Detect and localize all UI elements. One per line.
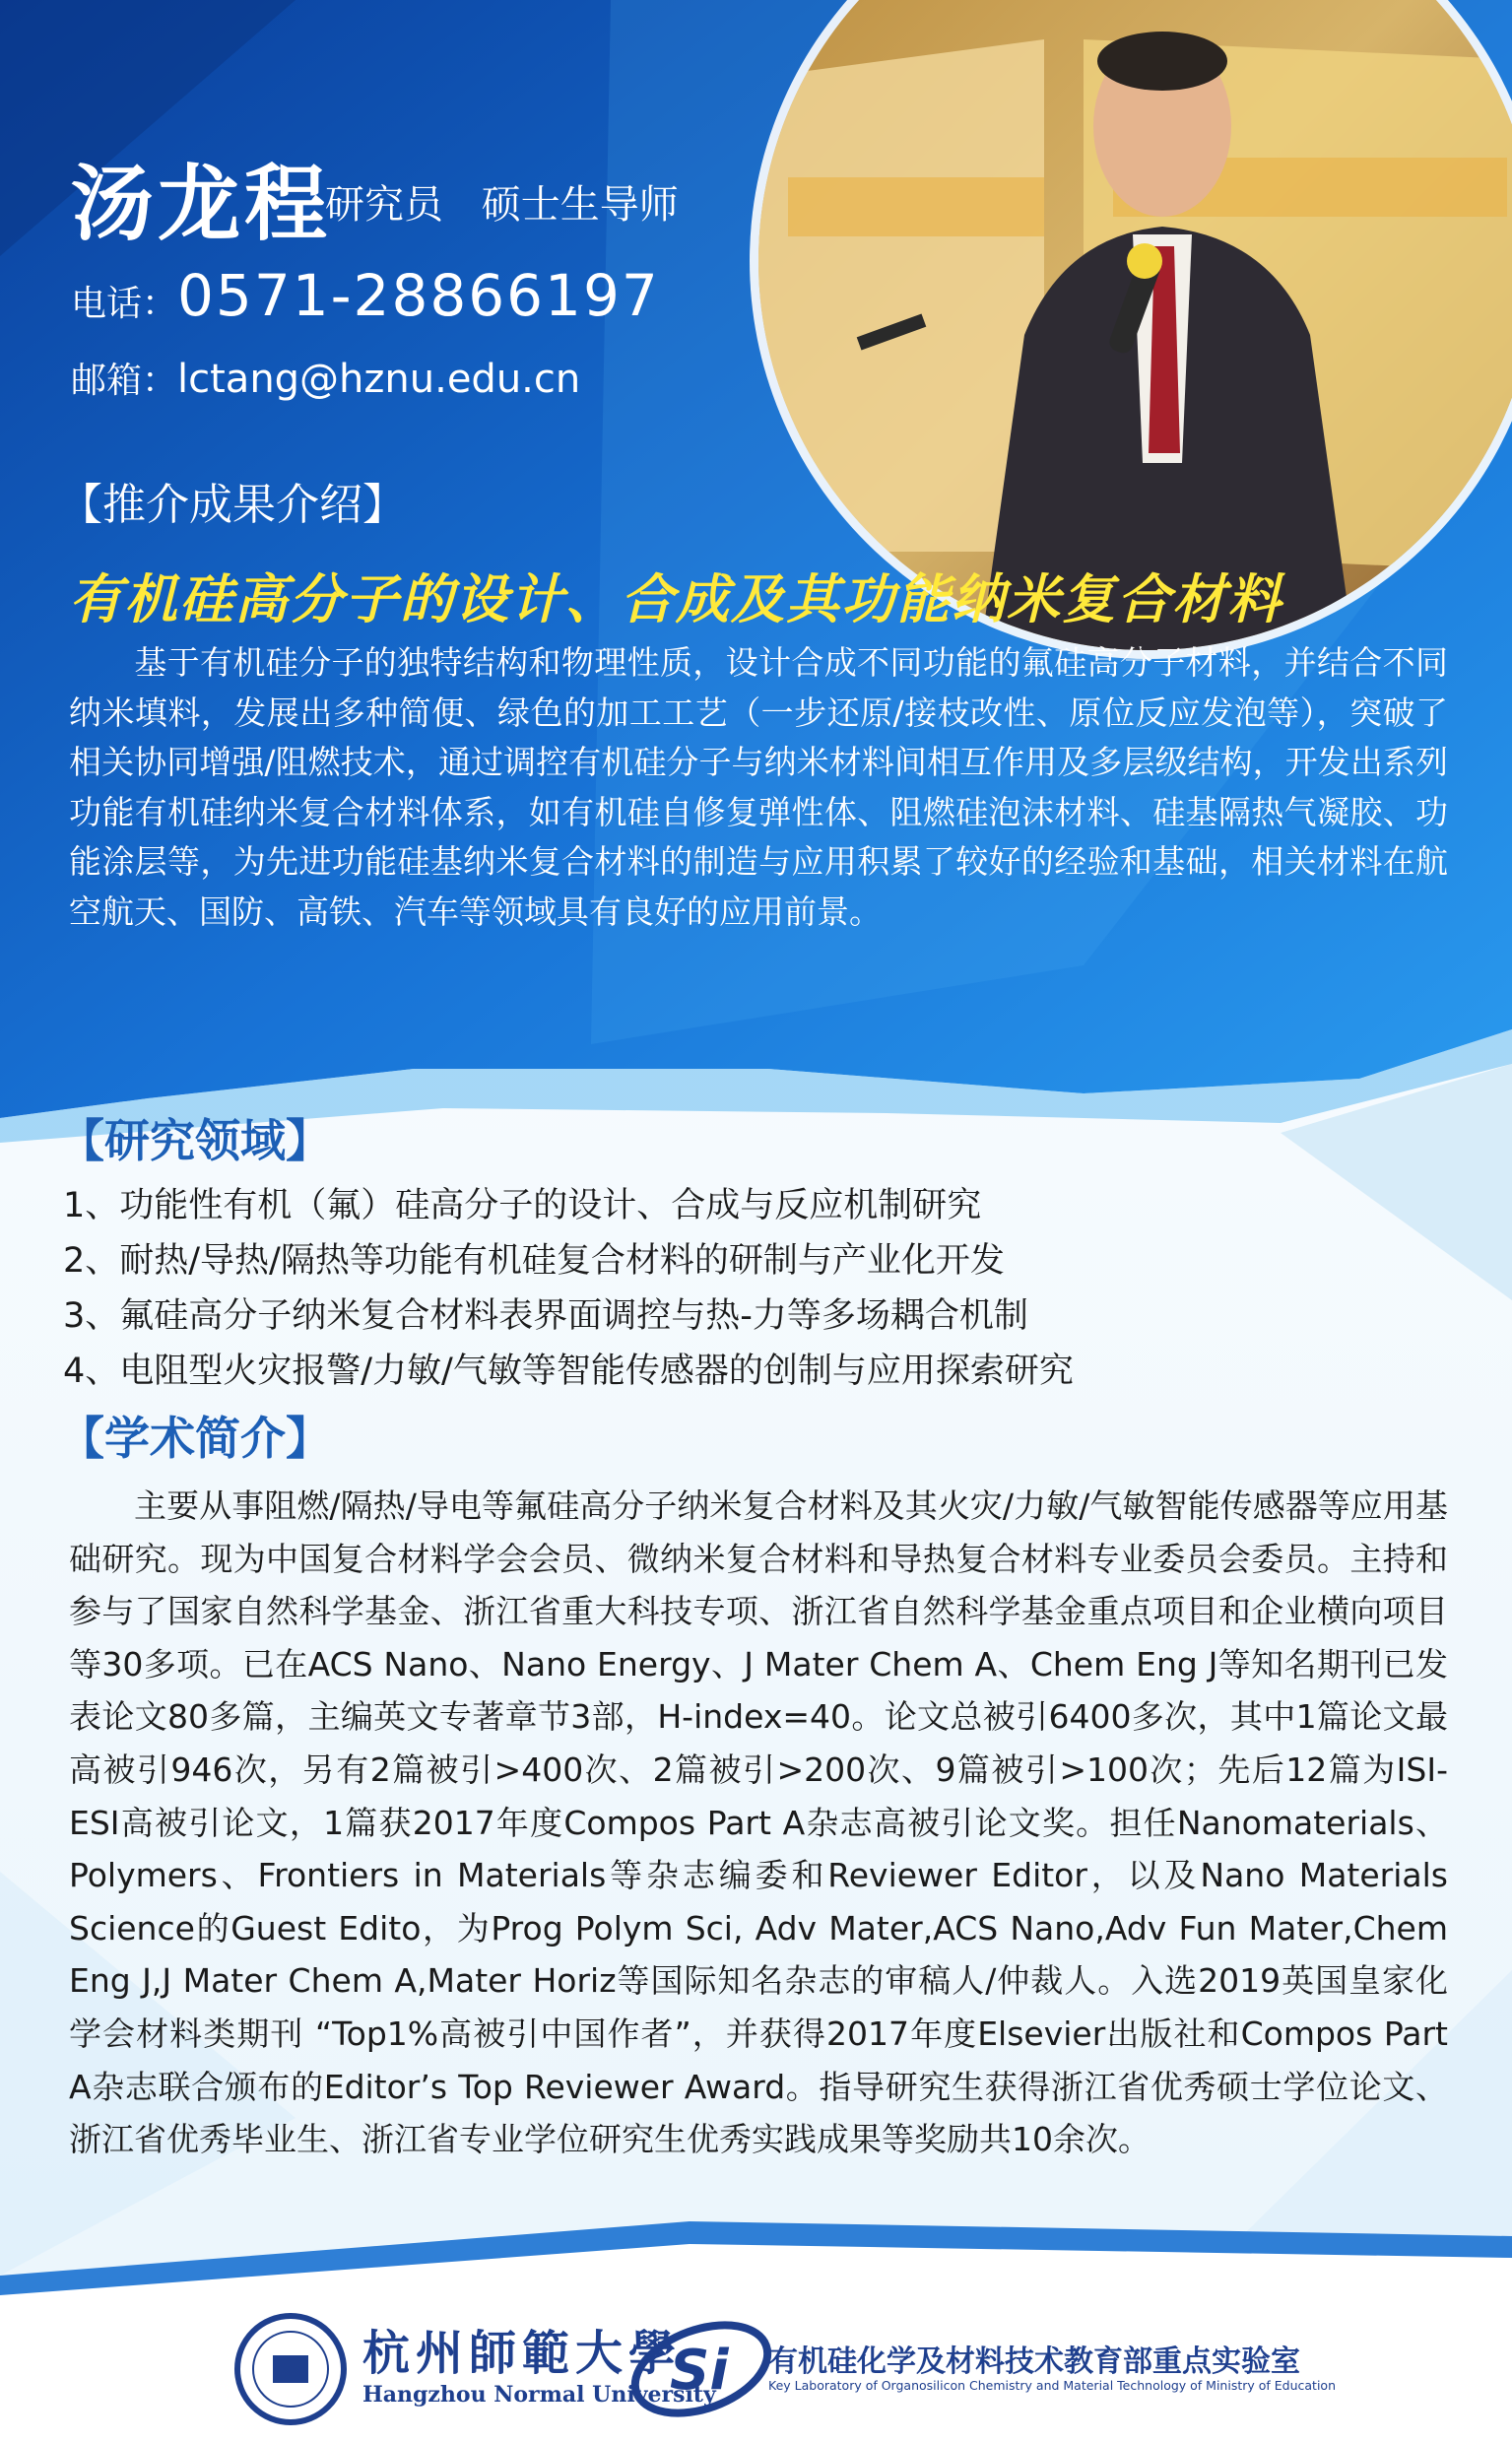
lab-logo-text: Si bbox=[670, 2339, 729, 2403]
person-titles bbox=[325, 173, 704, 230]
email-label: 邮箱： bbox=[71, 361, 178, 401]
research-heading: 【研究领域】 bbox=[59, 1114, 331, 1167]
email-line bbox=[71, 353, 580, 403]
achievement-title: 有机硅高分子的设计、合成及其功能纳米复合材料 bbox=[69, 568, 1282, 630]
list-item: 3、氟硅高分子纳米复合材料表界面调控与热-力等多场耦合机制 bbox=[63, 1296, 1028, 1336]
achievement-heading: 【推介成果介绍】 bbox=[59, 480, 406, 530]
achievement-text: 基于有机硅分子的独特结构和物理性质，设计合成不同功能的氟硅高分子材料，并结合不同纳米填料，发展出多种简便、绿色的加工工艺（一步还原/接枝改性、原位反应发泡等），突破了相关协同增强/阻燃技术，通过调控有机硅分子与纳米材料间相互作用及多层级结构，开发出系列功能有机硅纳米复合材料体系，如有机硅自修复弹性体、阻燃硅泡沫材料、硅基隔热气凝胶、功能涂层等，为先进功能硅基纳米复合材料的制造与应用积累了较好的经验和基础，相关材料在航空航天、国防、高铁、汽车等领域具有良好的应用前景。 bbox=[69, 643, 1448, 931]
phone-label: 电话： bbox=[71, 284, 178, 324]
title-researcher: 研究员 bbox=[325, 182, 443, 228]
university-seal bbox=[237, 2316, 344, 2422]
phone-number: 0571-28866197 bbox=[177, 262, 660, 329]
university-name-cn: 杭州師範大學 bbox=[362, 2326, 683, 2381]
list-item: 1、功能性有机（氟）硅高分子的设计、合成与反应机制研究 bbox=[63, 1186, 982, 1225]
list-item: 2、耐热/导热/隔热等功能有机硅复合材料的研制与产业化开发 bbox=[63, 1241, 1005, 1281]
university-name-en: Hangzhou Normal University bbox=[362, 2382, 716, 2408]
lab-name-cn: 有机硅化学及材料技术教育部重点实验室 bbox=[768, 2344, 1300, 2379]
academic-body bbox=[69, 1480, 1448, 2166]
lab-name-en: Key Laboratory of Organosilicon Chemistry and Material Technology of Ministry of Education bbox=[768, 2378, 1336, 2393]
academic-text: 主要从事阻燃/隔热/导电等氟硅高分子纳米复合材料及其火灾/力敏/气敏智能传感器等应用基础研究。现为中国复合材料学会会员、微纳米复合材料和导热复合材料专业委员会委员。主持和参与了国家自然科学基金、浙江省重大科技专项、浙江省自然科学基金重点项目和企业横向项目等30多项。已在ACS Nano、Nano Energy、J Mater Chem A、Chem Eng J等知名期刊已发表论文80多篇，主编英文专著章节3部，H-index=40。论文总被引6400多次，其中1篇论文最高被引946次，另有2篇被引>400次、2篇被引>200次、9篇被引>100次；先后12篇为ISI-ESI高被引论文，1篇获2017年度Compos Part A杂志高被引论文奖。担任Nanomaterials、Polymers、Frontiers in Materials等杂志编委和Reviewer Editor，以及Nano Materials Science的Guest Edito，为Prog Polym Sci, Adv Mater,ACS Nano,Adv Fun Mater,Chem Eng J,J Mater Chem A,Mater Horiz等国际知名杂志的审稿人/仲裁人。入选2019英国皇家化学会材料类期刊 “Top1%高被引中国作者”，并获得2017年度Elsevier出版社和Compos Part A杂志联合颁布的Editor’s Top Reviewer Award。指导研究生获得浙江省优秀硕士学位论文、浙江省优秀毕业生、浙江省专业学位研究生优秀实践成果等奖励共10余次。 bbox=[69, 1486, 1448, 2159]
phone-line bbox=[71, 262, 660, 329]
title-master-supervisor: 硕士生导师 bbox=[481, 182, 679, 228]
email-address: lctang@hznu.edu.cn bbox=[177, 357, 581, 402]
list-item: 4、电阻型火灾报警/力敏/气敏等智能传感器的创制与应用探索研究 bbox=[63, 1352, 1074, 1391]
academic-heading: 【学术简介】 bbox=[59, 1412, 331, 1465]
achievement-body bbox=[69, 638, 1448, 937]
research-list bbox=[63, 1178, 1074, 1399]
person-name: 汤龙程 bbox=[71, 156, 332, 252]
